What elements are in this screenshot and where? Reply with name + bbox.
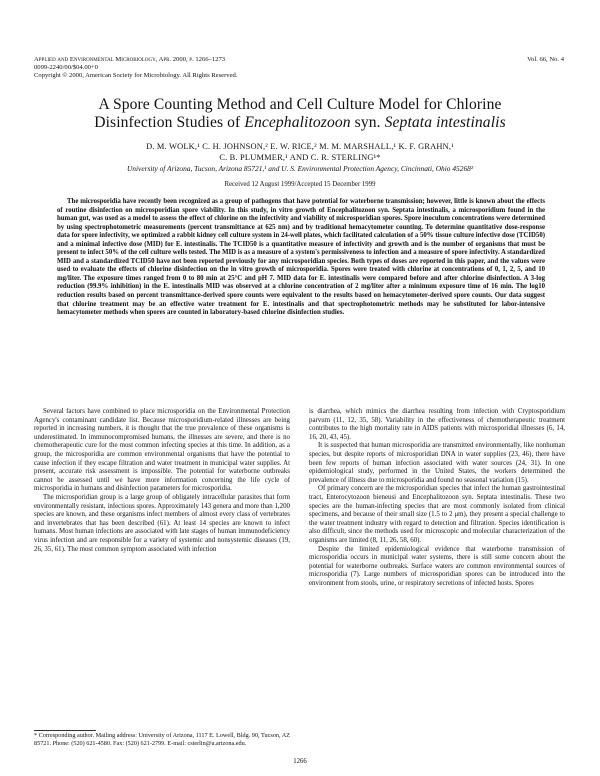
received-date: Received 12 August 1999/Accepted 15 December 1999 [224, 181, 376, 188]
authors-line-1: D. M. WOLK,¹ C. H. JOHNSON,² E. W. RICE,² M. M. MARSHALL,¹ K. F. GRAHN,¹ [146, 142, 454, 151]
right-column [309, 408, 565, 738]
body-paragraph: Despite the limited epidemiological evidence that waterborne transmission of microsporidia occurs in municipal water systems, there is still some concern about the potential for waterborne outbreaks. Surface waters are common environmental sources of microsporidia (7). Large numbers of microsporidian spores can be introduced into the environment from stools, urine, or respiratory secretions of infected hosts. Spores [309, 545, 565, 587]
footnote-rule [34, 730, 96, 731]
title-line-1: A Spore Counting Method and Cell Culture Model for Chlorine [98, 96, 502, 113]
volume-issue: Vol. 66, No. 4 [527, 56, 564, 63]
journal-citation: Applied and Environmental Microbiology, Apr. 2000, p. 1266–1273 [34, 56, 226, 63]
abstract: The microsporidia have recently been recognized as a group of pathogens that have potential for waterborne transmission; however, little is known about the effects of routine disinfection on microsporidian spore viability. In this study, in vitro growth of Encephalitozoon syn. Septata intestinalis, a microsporidium found in the human gut, was used as a model to assess the effect of chlorine on the infectivity and viability of microsporidian spores. Spore inoculum concentrations were determined by using spectrophotometric measurements (percent transmittance at 625 nm) and by traditional hemacytometer counting. To determine quantitative dose-response data for spore infectivity, we optimized a rabbit kidney cell culture system in 24-well plates, which facilitated calculation of a 50% tissue culture infective dose (TCID50) and a minimal infective dose (MID) for E. intestinalis. The TCID50 is a quantitative measure of infectivity and growth and is the number of organisms that must be present to infect 50% of the cell culture wells tested. The MID is as a measure of a system's permissiveness to infection and a measure of spore infectivity. A standardized MID and a standardized TCID50 have not been reported previously for any microsporidian species. Both types of doses are reported in this paper, and the values were used to evaluate the effects of chlorine disinfection on the in vitro growth of microsporidia. Spores were treated with chlorine at concentrations of 0, 1, 2, 5, and 10 mg/liter. The exposure times ranged from 0 to 80 min at 25°C and pH 7. MID data for E. intestinalis were compared before and after chlorine disinfection. A 3-log reduction (99.9% inhibition) in the E. intestinalis MID was observed at a chlorine concentration of 2 mg/liter after a minimum exposure time of 16 min. The log10 reduction results based on percent transmittance-derived spore counts were equivalent to the results based on hemacytometer-derived spore counts. Our data suggest that chlorine treatment may be an effective water treatment for E. intestinalis and that spectrophotometric methods may be substituted for labor-intensive hemacytometer methods when spores are counted in laboratory-based chlorine disinfection studies. [57, 198, 545, 317]
authors-line-2: C. B. PLUMMER,¹ AND C. R. STERLING¹* [219, 153, 381, 162]
body-paragraph: Of primary concern are the microsporidian species that infect the human gastrointestinal tract, Enterocytozoon bieneusi and Encephalitozoon syn. Septata intestinalis. These two species are the human-infecting species that are most commonly isolated from clinical specimens, and because of their small size (1.5 to 2 μm), they present a special challenge to the water treatment industry with regard to detection and filtration. Species identification is also difficult, since the methods used for microscopic and molecular characterization of the organisms are limited (8, 11, 26, 58, 60). [309, 485, 565, 544]
title-line-2-prefix: Disinfection Studies of [94, 114, 245, 131]
running-header-left [34, 56, 237, 80]
corresponding-author-footnote: * Corresponding author. Mailing address: University of Arizona, 1117 E. Lowell, Bldg. 90, Tucson, AZ 85721. Phone: (520) 621-4580. Fax: (520) 621-2799. E-mail: csterlin@u.arizona.edu. [34, 732, 290, 747]
author-list [40, 141, 560, 163]
title-species: Septata intestinalis [384, 114, 506, 131]
title-genus: Encephalitozoon [244, 114, 351, 131]
page-number: 1266 [293, 758, 307, 765]
issn: 0099-2240/00/$04.00+0 [34, 64, 98, 71]
body-paragraph: is diarrhea, which mimics the diarrhea resulting from infection with Cryptosporidium parvum (11, 12, 35, 58). Variability in the effectiveness of chemotherapeutic treatment contributes to the high mortality rate in AIDS patients with microsporidial illnesses (6, 14, 16, 20, 43, 45). [309, 408, 565, 441]
body-paragraph: It is suspected that human microsporidia are transmitted environmentally, like nonhuman species, but despite reports of microsporidian DNA in water supplies (23, 46), there have been few reports of human infection associated with water sources (24, 31). In one epidemiological study, performed in the United States, the workers determined the prevalence of illness due to microsporidia and found no seasonal variation (15). [309, 442, 565, 484]
body-paragraph: Several factors have combined to place microsporidia on the Environmental Protection Agency's contaminant candidate list. Because microsporidium-related illnesses are being reported in increasing numbers, it is thought that the true prevalence of these organisms is underestimated. In immunocompromised humans, the illnesses are severe, and there is no chemotherapeutic cure for the most common infecting species at this time. In addition, as a group, the microsporidia are common environmental organisms that have the potential to cause infection if they escape filtration and water treatment in municipal water supplies. At present, accurate risk assessment is impossible. The potential for waterborne outbreaks cannot be assessed until we have more information concerning the life cycle of microsporidia in humans and disinfection parameters for microsporidia. [34, 408, 290, 493]
title-syn: syn. [350, 114, 385, 131]
left-column [34, 408, 290, 728]
body-paragraph: The microsporidian group is a large group of obligately intracellular parasites that form environmentally resistant, infectious spores. Approximately 143 genera and more than 1,200 species are known, and these organisms infect members of almost every class of vertebrates and invertebrates that has been described (61). At least 14 species are known to infect humans. Most human infections are associated with late stages of human immunodeficiency virus infection and are responsible for a variety of systemic and nonsystemic diseases (19, 26, 35, 61). The most common symptom associated with infection [34, 493, 290, 553]
title-line-2 [30, 114, 570, 132]
copyright: Copyright © 2000, American Society for Microbiology. All Rights Reserved. [34, 72, 238, 79]
article-title [30, 96, 570, 132]
affiliation: University of Arizona, Tucson, Arizona 85721,¹ and U. S. Environmental Protection Agency, Cincinnati, Ohio 45268² [126, 164, 474, 173]
